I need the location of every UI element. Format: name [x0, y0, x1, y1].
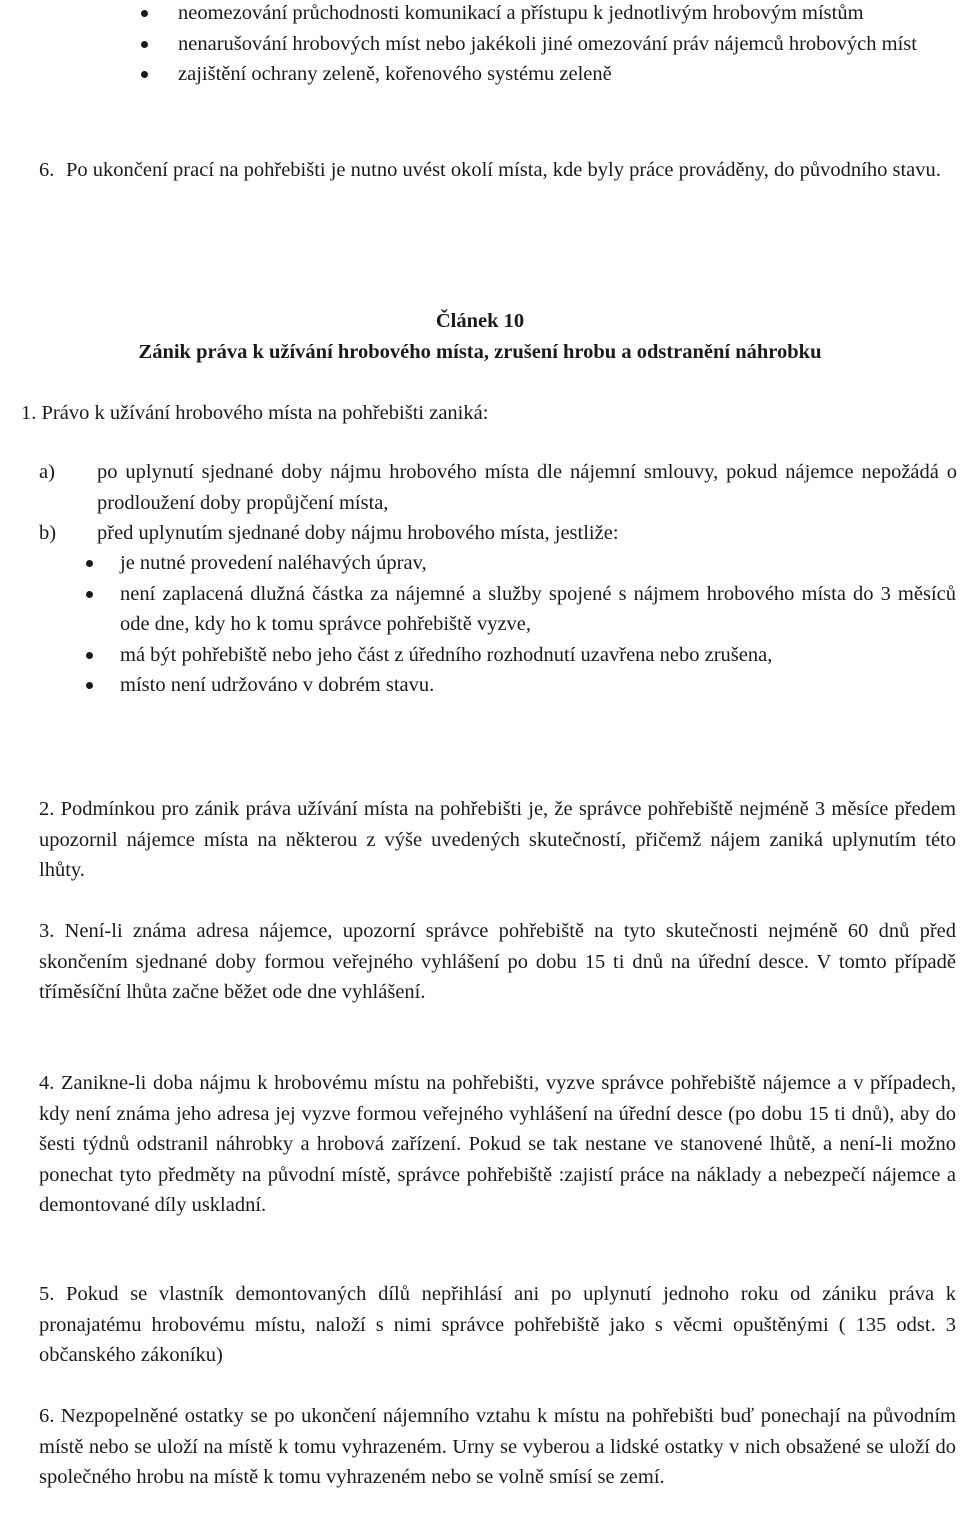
- item-a-text: po uplynutí sjednané doby nájmu hrobového místa dle nájemní smlouvy, pokud nájemce nepožádá o prodloužení doby propůjčení místa,: [97, 461, 957, 514]
- prior-bullet-list: [178, 0, 948, 90]
- bullet-icon: [141, 10, 148, 17]
- bullet-icon: [86, 682, 93, 689]
- paragraph-3: 3. Není-li známa adresa nájemce, upozorní správce pohřebiště na tyto skutečnosti nejméně 60 dnů před skončením sjednané doby formou veřejného vyhlášení po dobu 15 ti dnů na úřední desce. V tomto případě tříměsíční lhůta začne běžet ode dne vyhlášení.: [39, 920, 956, 1003]
- bullet-icon: [86, 560, 93, 567]
- paragraph-4: 4. Zanikne-li doba nájmu k hrobovému místu na pohřebišti, vyzve správce pohřebiště nájemce a v případech, kdy není známa jeho adresa jej vyzve formou veřejného vyhlášení na úřední desce (po dobu 15 ti dnů), aby do šesti týdnů odstranil náhrobky a hrobová zařízení. Pokud se tak nestane ve stanovené lhůtě, a není-li možno ponechat tyto předměty na původní místě, správce pohřebiště :zajistí práce na náklady a nebezpečí nájemce a demontované díly uskladní.: [39, 1072, 956, 1216]
- list-item: [178, 59, 948, 90]
- point-6-body: Po ukončení prací na pohřebišti je nutno uvést okolí místa, kde byly práce prováděny, do původního stavu.: [66, 159, 941, 181]
- list-item: [178, 29, 948, 60]
- section-1-intro: 1. Právo k užívání hrobového místa na pohřebišti zaniká:: [21, 402, 489, 424]
- list-item-text: zajištění ochrany zeleně, kořenového systému zeleně: [178, 63, 612, 85]
- list-item-text: je nutné provedení naléhavých úprav,: [120, 552, 427, 574]
- list-item: [120, 670, 956, 701]
- bullet-icon: [141, 41, 148, 48]
- paragraph-6: 6. Nezpopelněné ostatky se po ukončení nájemního vztahu k místu na pohřebišti buď ponechají na původním místě nebo se uloží na místě k tomu vyhrazeném. Urny se vyberou a lidské ostatky v nich obsažené se uloží do společného hrobu na místě k tomu vyhrazeném nebo se volně smísí se zemí.: [39, 1405, 956, 1488]
- list-item-text: neomezování průchodnosti komunikací a přístupu k jednotlivým hrobovým místům: [178, 2, 864, 24]
- list-item-text: místo není udržováno v dobrém stavu.: [120, 674, 435, 696]
- list-item: [120, 548, 956, 579]
- item-a-label: a): [39, 461, 55, 483]
- item-b-text: před uplynutím sjednané doby nájmu hrobového místa, jestliže:: [97, 522, 619, 544]
- list-item-text: není zaplacená dlužná částka za nájemné a služby spojené s nájmem hrobového místa do 3 měsíců ode dne, kdy ho k tomu správce pohřebiště vyzve,: [120, 582, 956, 635]
- point-6-number: 6.: [39, 159, 55, 181]
- paragraph-2: 2. Podmínkou pro zánik práva užívání místa na pohřebišti je, že správce pohřebiště nejméně 3 měsíce předem upozornil nájemce místa na některou z výše uvedených skutečností, přičemž nájem zaniká uplynutím této lhůty.: [39, 798, 956, 881]
- article-subtitle: Zánik práva k užívání hrobového místa, zrušení hrobu a odstranění náhrobku: [138, 341, 822, 363]
- article-title: Článek 10: [435, 310, 525, 332]
- list-item: [120, 640, 956, 671]
- condition-list: [120, 548, 956, 701]
- list-item-text: má být pohřebiště nebo jeho část z úředního rozhodnutí uzavřena nebo zrušena,: [120, 643, 773, 666]
- bullet-icon: [141, 71, 148, 78]
- item-b-label: b): [39, 522, 57, 544]
- bullet-icon: [86, 591, 93, 598]
- point-6-paragraph: [39, 155, 944, 186]
- bullet-icon: [86, 652, 93, 659]
- list-item-text: nenarušování hrobových míst nebo jakékoli jiné omezování práv nájemců hrobových míst: [178, 32, 917, 55]
- list-item: [120, 579, 956, 640]
- paragraph-5: 5. Pokud se vlastník demontovaných dílů nepřihlásí ani po uplynutí jednoho roku od zániku práva k pronajatému hrobovému místu, naloží s nimi správce pohřebiště jako s věcmi opuštěnými ( 135 odst. 3 občanského zákoníku): [39, 1283, 956, 1366]
- list-item: [178, 0, 948, 29]
